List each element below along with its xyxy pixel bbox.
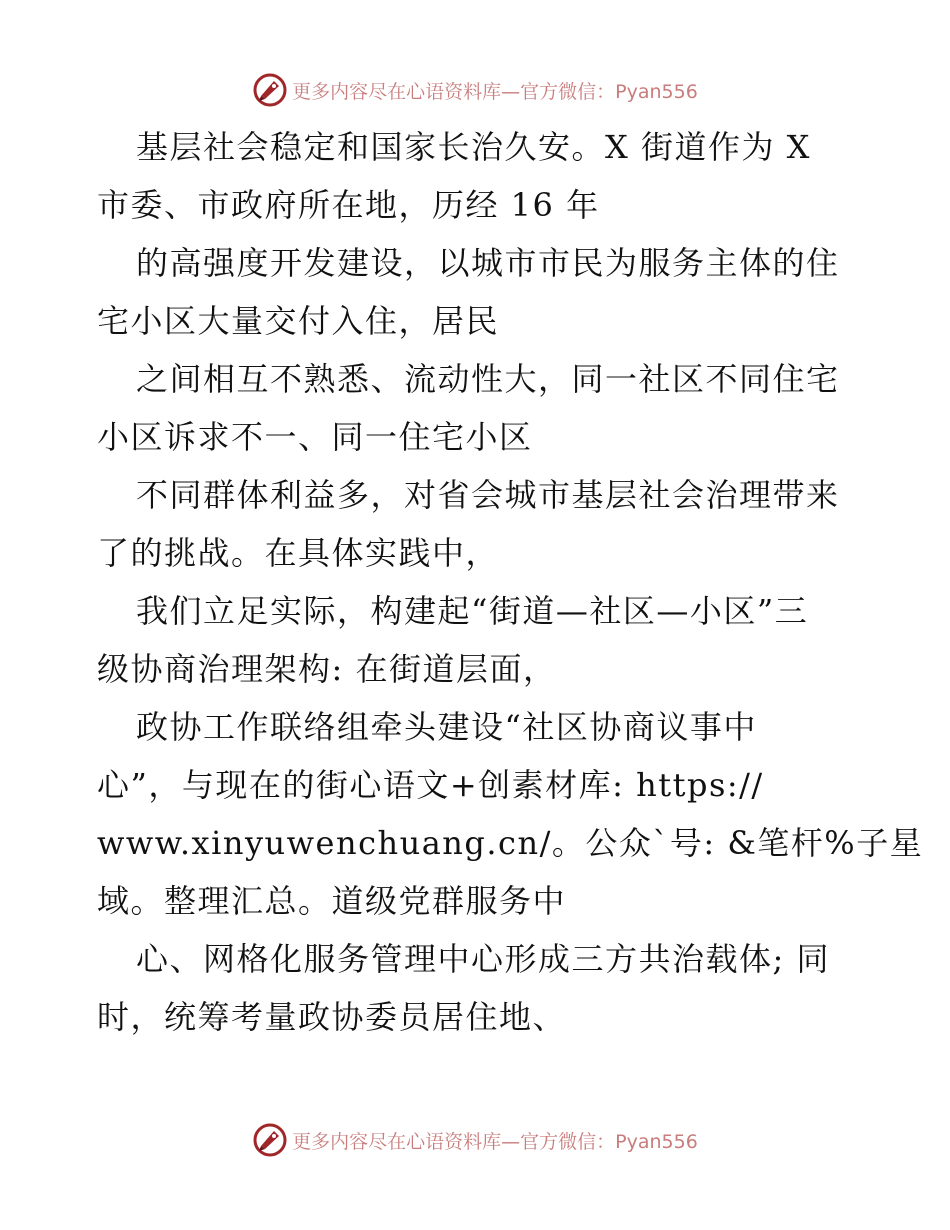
text-line: 心”，与现在的街心语文+创素材库: https:// [97,766,764,804]
text-line: 域。整理汇总。道级党群服务中 [97,882,567,920]
text-line: www.xinyuwenchuang.cn/。公众`号: &笔杆%子星 [97,824,924,862]
text-line: 市委、市政府所在地，历经 16 年 [97,186,600,224]
text-line: 基层社会稳定和国家长治久安。X 街道作为 X [136,128,811,166]
text-line: 之间相互不熟悉、流动性大，同一社区不同住宅 [136,360,840,398]
text-line: 不同群体利益多，对省会城市基层社会治理带来 [136,476,840,514]
pen-nib-logo-icon [252,72,288,108]
footer-watermark-text: 更多内容尽在心语资料库—官方微信：Pyan556 [292,1130,698,1153]
text-line: 时，统筹考量政协委员居住地、 [97,998,567,1036]
text-line: 宅小区大量交付入住，居民 [97,302,500,340]
text-line: 心、网格化服务管理中心形成三方共治载体; 同 [136,940,830,978]
header-watermark-banner [0,70,950,110]
document-body [97,118,924,1046]
text-line: 小区诉求不一、同一住宅小区 [97,418,533,456]
pen-nib-logo-icon [252,1122,288,1158]
text-line: 了的挑战。在具体实践中， [97,534,500,572]
text-line: 我们立足实际，构建起“街道—社区—小区”三 [136,592,809,630]
text-line: 的高强度开发建设，以城市市民为服务主体的住 [136,244,840,282]
text-line: 政协工作联络组牵头建设“社区协商议事中 [136,708,757,746]
header-watermark-text: 更多内容尽在心语资料库—官方微信：Pyan556 [292,80,698,103]
text-line: 级协商治理架构: 在街道层面， [97,650,557,688]
footer-watermark-banner [0,1120,950,1160]
